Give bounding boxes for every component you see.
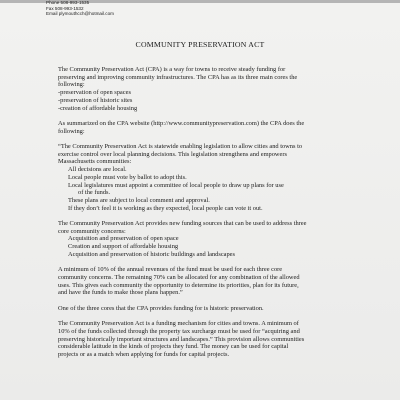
text-line: following: [58, 81, 85, 89]
text-line: projects or as a match when applying for funds for capital projects. [58, 350, 230, 358]
text-line: Massachusetts communities: [58, 158, 132, 166]
contact-email: Email plymouthcch@hotmail.com [46, 11, 114, 17]
text-line: A minimum of 10% of the annual revenues of the fund must be used for each three core [58, 266, 283, 274]
contact-phone: Phone 508-993-1535 [46, 0, 90, 5]
list-item: Acquisition and preservation of open space [68, 235, 179, 243]
list-item: -preservation of historic sites [58, 96, 133, 104]
text-line: uses. This gives each community the opportunity to determine its priorities, plan for its future, [58, 281, 299, 289]
list-item: These plans are subject to local comment and approval. [68, 196, 210, 204]
text-line: considerable latitude in the kinds of projects they fund. The money can be used for capital [58, 343, 289, 351]
list-item: -creation of affordable housing [58, 104, 138, 112]
text-line: preserving historically important structures and landscapes.” This provision allows communities [58, 335, 305, 343]
list-item: All decisions are local. [68, 166, 127, 174]
historic-paragraph: One of the three cores that the CPA provides funding for is historic preservation. [58, 304, 264, 312]
minimum-paragraph [58, 266, 358, 297]
list-item: If they don’t feel it is working as they expected, local people can vote it out. [68, 204, 263, 212]
text-line: exercise control over local planning decisions. This legislation strengthens and empowers [58, 150, 287, 158]
summary-paragraph [58, 120, 358, 135]
document-body [58, 66, 358, 359]
list-item-continuation: of the funds. [78, 189, 111, 197]
list-item: -preservation of open spaces [58, 89, 131, 97]
quote-paragraph [58, 143, 358, 212]
contact-fax: Fax 508-993-1532 [46, 5, 84, 11]
list-item: Acquisition and preservation of historic buildings and landscapes [68, 250, 236, 258]
text-line: The Community Preservation Act (CPA) is a way for towns to receive steady funding for [58, 66, 286, 73]
list-item: Local people must vote by ballot to adopt this. [68, 173, 187, 181]
text-line: core community concerns: [58, 227, 126, 235]
text-line: preserving and improving community infrastructures. The CPA has as its three main cores the [58, 73, 298, 81]
text-line: following: [58, 127, 85, 135]
mechanism-paragraph [58, 320, 358, 359]
funding-paragraph [58, 220, 358, 259]
text-line: The Community Preservation Act is a funding mechanism for cities and towns. A minimum of [58, 320, 299, 328]
list-item: Local legislatures must appoint a committee of local people to draw up plans for use [68, 181, 284, 189]
intro-paragraph [58, 66, 358, 112]
list-item: Creation and support of affordable housing [68, 243, 179, 251]
text-line: community concerns. The remaining 70% can be allocated for any combination of the allowed [58, 273, 300, 281]
contact-block [46, 0, 114, 17]
text-line: As summarized on the CPA website (http://www.communitypreservation.com) the CPA does the [58, 119, 305, 127]
text-line: The Community Preservation Act provides new funding sources that can be used to address three [58, 220, 307, 228]
document-title: COMMUNITY PRESERVATION ACT [135, 40, 265, 49]
text-line: and have the funds to make those plans happen.” [58, 289, 183, 297]
text-line: “The Community Preservation Act is statewide enabling legislation to allow cities and towns to [58, 143, 303, 150]
text-line: 10% of the funds collected through the property tax surcharge must be used for “acquiring and [58, 327, 300, 335]
